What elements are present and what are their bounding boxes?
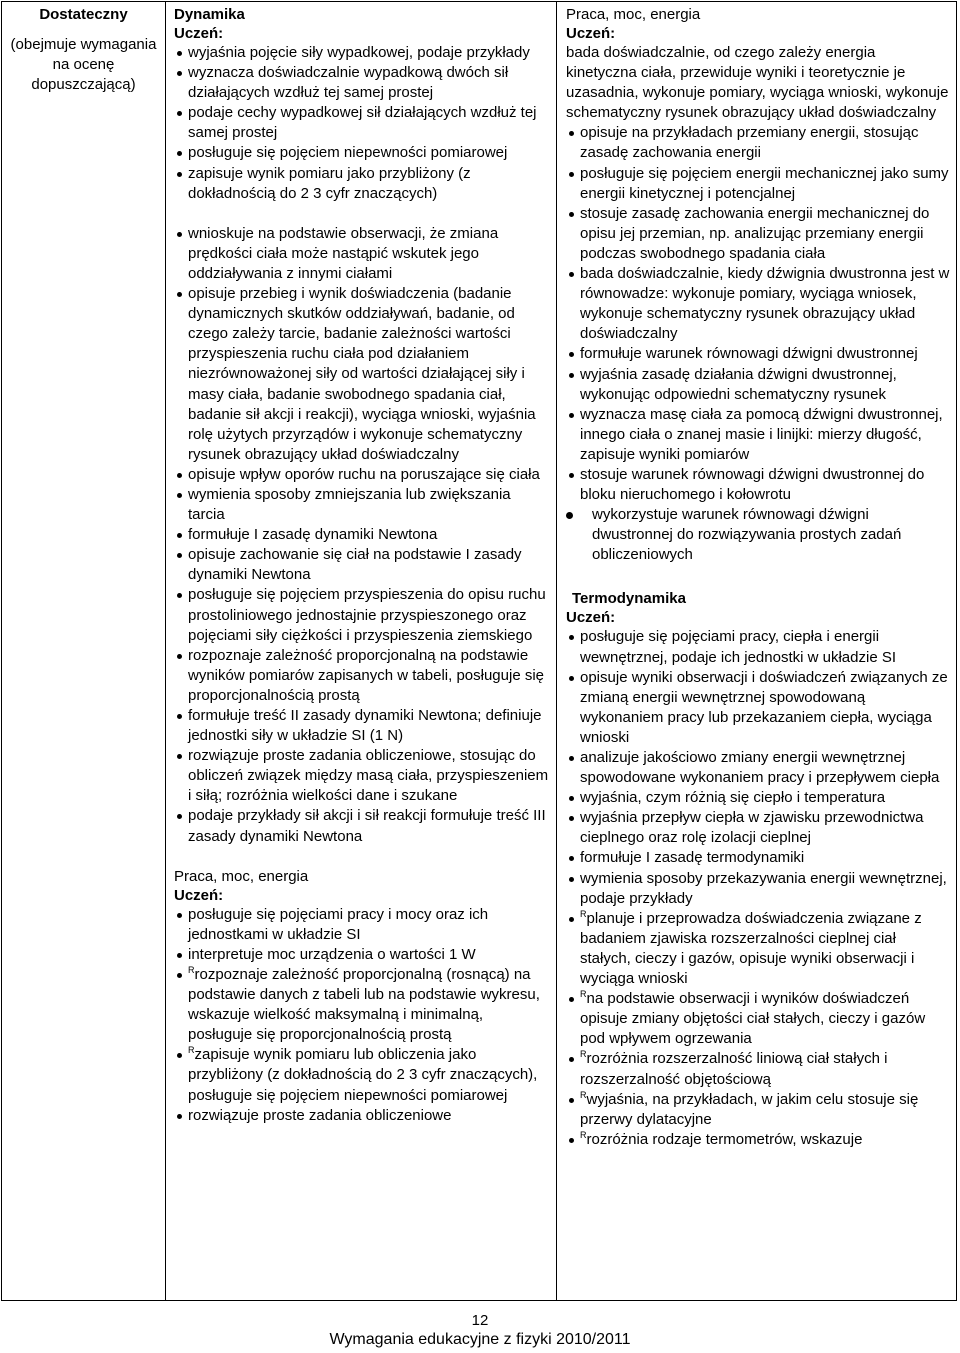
list-item: wyjaśnia zasadę działania dźwigni dwustronnej, wykonując odpowiedni schematyczny rysunek (566, 365, 950, 405)
list-item (174, 945, 550, 965)
list-item (566, 869, 950, 909)
footer-title: Wymagania edukacyjne z fizyki 2010/2011 (329, 1331, 631, 1348)
extended-marker: R (580, 1129, 587, 1140)
list-item: stosuje warunek równowagi dźwigni dwustronnej do bloku nieruchomego i kołowrotu (566, 465, 950, 505)
list-item: rozwiązuje proste zadania obliczeniowe, stosując do obliczeń związek między masą ciała, przyspieszeniem i siłą; rozróżnia wielkości dane i szukane (174, 746, 550, 806)
list-item-text: rozróżnia rodzaje termometrów, wskazuje (586, 1130, 863, 1148)
middle-column (166, 2, 557, 1300)
list-item (174, 905, 550, 945)
list-item (566, 1130, 950, 1150)
uczen-label: Uczeń: (174, 25, 224, 42)
extended-marker: R (580, 1049, 587, 1060)
list-item (566, 1049, 950, 1089)
right-column (557, 2, 956, 1300)
list-item-text: opisuje wyniki obserwacji i doświadczeń związanych ze zmianą energii wewnętrznej spowodowaną wykonaniem pracy lub przekazaniem ciepła, wyciąga wnioski (580, 668, 948, 746)
list-item: opisuje zachowanie się ciał na podstawie I zasady dynamiki Newtona (174, 545, 550, 585)
praca-intro: bada doświadczalnie, od czego zależy energia kinetyczna ciała, przewiduje wyniki i teoretycznie je uzasadnia, wykonuje pomiary, wyciąga wnioski, wykonuje schematyczny rysunek obrazujący układ doświadczalny (566, 44, 949, 122)
list-item: posługuje się pojęciem przyspieszenia do opisu ruchu prostoliniowego jednostajnie przyspieszonego oraz pojęciami siły ciężkości i przyspieszenia ziemskiego (174, 585, 550, 645)
list-item (566, 748, 950, 788)
termo-title: Termodynamika (572, 590, 686, 608)
list-item (566, 989, 950, 1049)
extended-marker: R (580, 989, 587, 1000)
grade-note: (obejmuje wymagania na ocenę dopuszczającą) (10, 36, 157, 93)
list-item: zapisuje wynik pomiaru jako przybliżony (z dokładnością do 2 3 cyfr znaczących) (174, 164, 550, 204)
list-item: wykorzystuje warunek równowagi dźwigni dwustronnej do rozwiązywania prostych zadań obliczeniowych (566, 505, 950, 565)
page-number: 12 (471, 1312, 489, 1329)
dynamika-list-b (174, 224, 550, 847)
requirements-table (1, 1, 957, 1301)
list-item: rozpoznaje zależność proporcjonalną na podstawie wyników pomiarów zapisanych w tabeli, posługuje się proporcjonalnością prostą (174, 646, 550, 706)
list-item (566, 1090, 950, 1130)
list-item (174, 1106, 550, 1126)
list-item-text: posługuje się pojęciami pracy, ciepła i energii wewnętrznej, podaje ich jednostki w układzie SI (580, 628, 897, 666)
list-item: opisuje przebieg i wynik doświadczenia (badanie dynamicznych skutków oddziaływań, badanie, od czego zależy tarcie, badanie zależności wartości przyspieszenia ruchu ciała pod działaniem niezrównoważonej siły od wartości działającej siły i masy ciała, badanie swobodnego spadania ciał, badanie sił akcji i reakcji), wyciąga wnioski, wyjaśnia rolę użytych przyrządów i wykonuje schematyczny rysunek obrazujący układ doświadczalny (174, 284, 550, 465)
termo-list (566, 627, 950, 1149)
list-item-text: zapisuje wynik pomiaru lub obliczenia jako przybliżony (z dokładnością do 2 3 cyfr znaczących), posługuje się pojęciem niepewności pomiarowej (188, 1046, 538, 1104)
extended-marker: R (580, 908, 587, 919)
grade-title: Dostateczny (39, 6, 128, 23)
list-item: podaje przykłady sił akcji i sił reakcji formułuje treść III zasady dynamiki Newtona (174, 806, 550, 846)
uczen-label: Uczeń: (174, 886, 224, 904)
list-item (566, 808, 950, 848)
list-item-text: planuje i przeprowadza doświadczenia związane z badaniem zjawiska rozszerzalności cieplnej ciał stałych, cieczy i gazów, opisuje wyniki obserwacji i wyciąga wnioski (580, 909, 922, 988)
list-item: wyznacza doświadczalnie wypadkową dwóch sił działających wzdłuż tej samej prostej (174, 63, 550, 103)
list-item (566, 848, 950, 868)
list-item-text: na podstawie obserwacji i wyników doświadczeń opisuje zmiany objętości ciał stałych, cieczy i gazów pod wpływem ogrzewania (580, 990, 926, 1048)
praca-title: Praca, moc, energia (174, 867, 309, 885)
list-item-text: rozpoznaje zależność proporcjonalną (rosnącą) na podstawie danych z tabeli lub na podstawie wykresu, wskazuje wielkość maksymalną i minimalną, posługuje się proporcjonalnością prostą (188, 965, 540, 1044)
dynamika-title: Dynamika (174, 6, 245, 23)
list-item-text: analizuje jakościowo zmiany energii wewnętrznej spowodowane wykonaniem pracy i przepływem ciepła (580, 749, 940, 787)
list-item: posługuje się pojęciem energii mechanicznej jako sumy energii kinetycznej i potencjalnej (566, 164, 950, 204)
uczen-label: Uczeń: (566, 609, 616, 627)
list-item-text: formułuje I zasadę termodynamiki (580, 849, 805, 867)
list-item (566, 627, 950, 667)
list-item-text: rozróżnia rozszerzalność liniową ciał stałych i rozszerzalność objętościową (580, 1050, 888, 1088)
list-item-text: wymienia sposoby przekazywania energii wewnętrznej, podaje przykłady (580, 869, 947, 907)
list-item: bada doświadczalnie, kiedy dźwignia dwustronna jest w równowadze: wykonuje pomiary, wyciąga wniosek, wykonuje schematyczny rysunek obrazujący układ doświadczalny (566, 264, 950, 344)
list-item: wyznacza masę ciała za pomocą dźwigni dwustronnej, innego ciała o znanej masie i linijki: mierzy długość, zapisuje wyniki pomiarów (566, 405, 950, 465)
list-item-text: interpretuje moc urządzenia o wartości 1 W (188, 945, 476, 963)
list-item-text: wyjaśnia, na przykładach, w jakim celu stosuje się przerwy dylatacyjne (580, 1090, 919, 1128)
list-item: wymienia sposoby zmniejszania lub zwiększania tarcia (174, 485, 550, 525)
praca-title-right: Praca, moc, energia (566, 6, 701, 23)
list-item (174, 1045, 550, 1105)
list-item (566, 668, 950, 748)
list-item: stosuje zasadę zachowania energii mechanicznej do opisu jej przemian, np. analizując przemiany energii podczas swobodnego spadania ciała (566, 204, 950, 264)
grade-column (2, 2, 166, 1300)
dynamika-list-a (174, 43, 550, 204)
list-item (566, 788, 950, 808)
praca-list (174, 905, 550, 1126)
extended-marker: R (188, 964, 195, 975)
list-item: podaje cechy wypadkowej sił działających wzdłuż tej samej prostej (174, 103, 550, 143)
uczen-label: Uczeń: (566, 25, 616, 42)
extended-marker: R (188, 1045, 195, 1056)
list-item: formułuje treść II zasady dynamiki Newtona; definiuje jednostki siły w układzie SI (1 N) (174, 706, 550, 746)
list-item-text: rozwiązuje proste zadania obliczeniowe (188, 1106, 452, 1124)
list-item: wyjaśnia pojęcie siły wypadkowej, podaje przykłady (174, 43, 550, 63)
list-item-text: posługuje się pojęciami pracy i mocy oraz ich jednostkami w układzie SI (188, 905, 489, 943)
list-item: wnioskuje na podstawie obserwacji, że zmiana prędkości ciała może nastąpić wskutek jego oddziaływania z innymi ciałami (174, 224, 550, 284)
list-item: formułuje I zasadę dynamiki Newtona (174, 525, 550, 545)
list-item (174, 965, 550, 1045)
list-item-text: wyjaśnia przepływ ciepła w zjawisku przewodnictwa cieplnego oraz rolę izolacji cieplnej (580, 809, 924, 847)
list-item: opisuje wpływ oporów ruchu na poruszające się ciała (174, 465, 550, 485)
list-item (566, 909, 950, 989)
list-item-text: wyjaśnia, czym różnią się ciepło i temperatura (580, 789, 886, 807)
list-item: formułuje warunek równowagi dźwigni dwustronnej (566, 344, 950, 364)
praca-list-right (566, 123, 950, 505)
list-item: opisuje na przykładach przemiany energii, stosując zasadę zachowania energii (566, 123, 950, 163)
list-item: posługuje się pojęciem niepewności pomiarowej (174, 143, 550, 163)
extended-marker: R (580, 1089, 587, 1100)
